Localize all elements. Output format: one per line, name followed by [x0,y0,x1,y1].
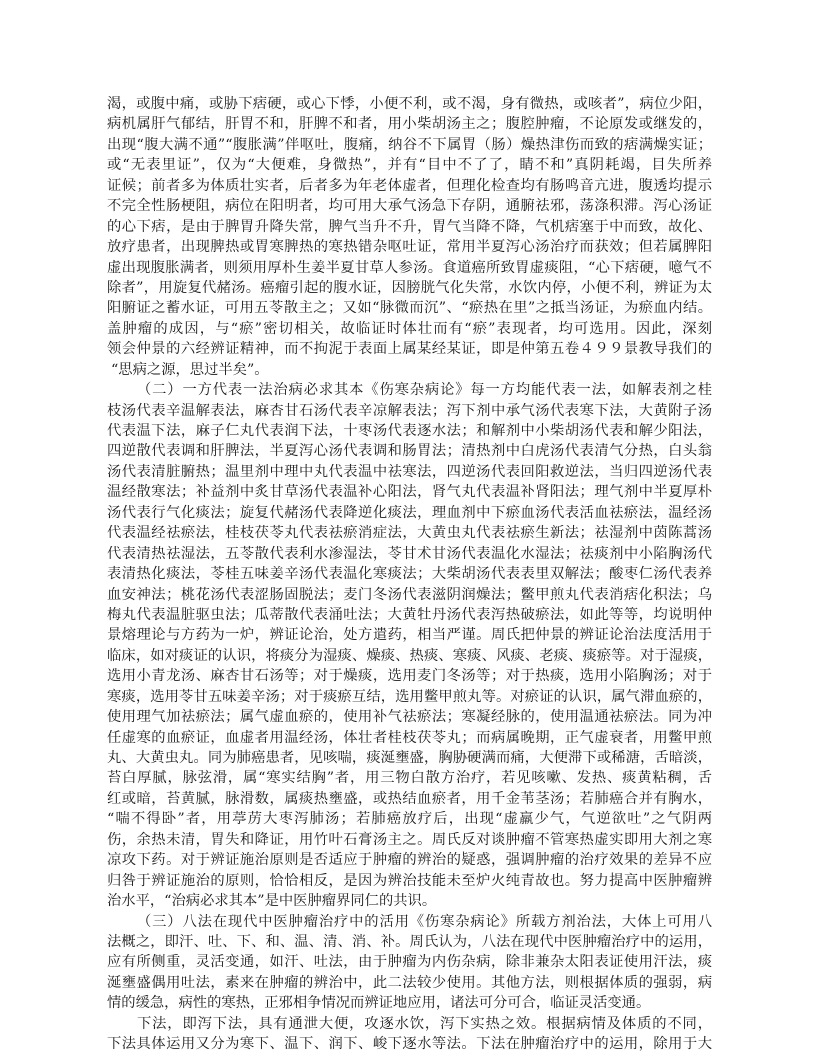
text-line: 证候；前者多为体质壮实者，后者多为年老体虚者，但理化检查均有肠鸣音亢进，腹透均提示 [107,177,712,194]
text-line: 温经散寒法；补益剂中炙甘草汤代表温补心阳法，肾气丸代表温补肾阳法；理气剂中半夏厚朴 [107,484,712,501]
text-line: 代表温经祛瘀法，桂枝茯苓丸代表祛瘀消症法，大黄虫丸代表祛瘀生新法；祛湿剂中茵陈蒿汤 [107,525,712,542]
text-line: 红或暗，苔黄腻，脉滑数，属痰热壅盛，或热结血瘀者，用千金苇茎汤；若肺癌合并有胸水， [107,790,712,807]
text-line: 临床，如对痰证的认识，将痰分为湿痰、燥痰、热痰、寒痰、风痰、老痰、痰瘀等。对于湿痰， [107,647,712,664]
text-line: 代表清热祛湿法，五苓散代表利水渗湿法，苓甘术甘汤代表温化水湿法；祛痰剂中小陷胸汤代 [107,545,712,562]
paragraph-end-line: 治水平，“治病必求其本”是中医肿瘤界同仁的共识。 [107,893,437,910]
text-line: 选用小青龙汤、麻杏甘石汤等；对于燥痰，选用麦门冬汤等；对于热痰，选用小陷胸汤；对于 [107,668,712,685]
text-line: 或“无表里证”，仅为“大便难，身微热”，并有“目中不了了，睛不和”真阴耗竭，目失所养 [107,157,712,174]
text-line: 的心下痞，是由于脾胃升降失常，脾气当升不升，胃气当降不降，气机痞塞于中而致，故化、 [107,218,712,235]
text-line: 归咎于辨证施治的原则，恰恰相反，是因为辨治技能未至炉火纯青故也。努力提高中医肿瘤辨 [107,872,712,889]
text-line: 寒痰，选用苓甘五味姜辛汤；对于痰瘀互结，选用鳖甲煎丸等。对瘀证的认识，属气滞血瘀的， [107,688,712,705]
text-line: 应有所侧重，灵活变通，如汗、吐法，由于肿瘤为内伤杂病，除非兼杂太阳表证使用汗法，痰 [107,954,712,971]
text-line: 病机属肝气郁结，肝胃不和，肝脾不和者，用小柴胡汤主之；腹腔肿瘤，不论原发或继发的， [107,116,712,133]
text-line: 法概之，即汗、吐、下、和、温、清、消、补。周氏认为，八法在现代中医肿瘤治疗中的运用， [107,933,712,950]
text-line: 景熔理论与方药为一炉，辨证论治，处方遣药，相当严谨。周氏把仲景的辨证论治法度活用于 [107,627,712,644]
text-line: 除者”，用旋复代赭汤。癌瘤引起的腹水证，因膀胱气化失常，水饮内停，小便不利，辨证为太 [107,279,712,296]
section-heading-line: （三）八法在现代中医肿瘤治疗中的活用《伤寒杂病论》所载方剂治法，大体上可用八 [137,913,712,930]
document-page [107,94,712,1055]
text-line: 苔白厚腻，脉弦滑，属“寒实结胸”者，用三物白散方治疗，若见咳嗽、发热、痰黄粘稠，舌 [107,770,712,787]
text-line: 伤，余热未清，胃失和降证，用竹叶石膏汤主之。周氏反对谈肿瘤不管寒热虚实即用大剂之寒 [107,831,712,848]
text-line: 使用理气加祛瘀法；属气虚血瘀的，使用补气祛瘀法；寒凝经脉的，使用温通祛瘀法。同为冲 [107,709,712,726]
text-line: 任虚寒的血瘀证，血虚者用温经汤，体壮者桂枝茯苓丸；而病属晚期，正气虚衰者，用鳖甲煎 [107,729,712,746]
paragraph-end-line: “思病之源，思过半矣”。 [111,361,269,378]
text-line: 阳腑证之蓄水证，可用五苓散主之；又如“脉微而沉”、“瘀热在里”之抵当汤证，为瘀血内结。 [107,300,712,317]
text-line: 渴，或腹中痛，或胁下痞硬，或心下悸，小便不利，或不渴，身有微热，或咳者”，病位少阳， [107,96,712,112]
section-heading-line: （二）一方代表一法治病必求其本《伤寒杂病论》每一方均能代表一法，如解表剂之桂 [137,382,712,399]
text-line: 梅丸代表温脏驱虫法；瓜蒂散代表涌吐法；大黄牡丹汤代表泻热破瘀法，如此等等，均说明仲 [107,606,712,623]
text-line: 枝汤代表辛温解表法，麻杏甘石汤代表辛凉解表法；泻下剂中承气汤代表寒下法，大黄附子汤 [107,402,712,419]
paragraph-start-line: 下法，即泻下法，具有通泄大便，攻逐水饮，泻下实热之效。根据病情及体质的不同， [137,1015,712,1032]
text-line: 丸、大黄虫丸。同为肺癌患者，见咳喘，痰涎壅盛，胸胁硬满而痛，大便滞下或稀溏，舌暗淡， [107,750,712,766]
text-line: 虚出现腹胀满者，则须用厚朴生姜半夏甘草人参汤。食道癌所致胃虚痰阻，“心下痞硬，噫气不 [107,259,712,276]
text-line: “喘不得卧”者，用葶苈大枣泻肺汤；若肺癌放疗后，出现“虚羸少气，气逆欲吐”之气阴两 [107,811,712,828]
text-line: 下法具体运用又分为寒下、温下、润下、峻下逐水等法。下法在肿瘤治疗中的运用，除用于大 [107,1036,712,1053]
text-line: 血安神法；桃花汤代表涩肠固脱法；麦门冬汤代表滋阴润燥法；鳖甲煎丸代表消痞化积法；乌 [107,586,712,603]
text-line: 四逆散代表调和肝脾法，半夏泻心汤代表调和肠胃法；清热剂中白虎汤代表清气分热，白头翁 [107,443,712,460]
text-line: 汤代表行气化痰法；旋复代赭汤代表降逆化痰法，理血剂中下瘀血汤代表活血祛瘀法，温经汤 [107,504,712,521]
text-line: 出现“腹大满不通”“腹胀满”伴呕吐，腹痛，纳谷不下属胃（肠）燥热津伤而致的痞满燥实证； [107,136,712,153]
text-line: 涎壅盛偶用吐法，素来在肿瘤的辨治中，此二法较少使用。其他方法，则根据体质的强弱，病 [107,974,712,991]
text-line: 代表温下法，麻子仁丸代表润下法，十枣汤代表逐水法；和解剂中小柴胡汤代表和解少阳法， [107,423,712,439]
text-line: 表清热化痰法，苓桂五味姜辛汤代表温化寒痰法；大柴胡汤代表表里双解法；酸枣仁汤代表养 [107,566,712,583]
text-line: 盖肿瘤的成因，与“瘀”密切相关，故临证时体壮而有“瘀”表现者，均可选用。因此，深刻 [107,320,712,337]
text-line: 汤代表清脏腑热；温里剂中理中丸代表温中祛寒法，四逆汤代表回阳救逆法，当归四逆汤代表 [107,463,712,480]
text-line: 放疗患者，出现脾热或胃寒脾热的寒热错杂呕吐证，常用半夏泻心汤治疗而获效；但若属脾阳 [107,239,712,256]
paragraph-end-line: 情的缓急，病性的寒热，正邪相争情况而辨证地应用，诸法可分可合，临证灵活变通。 [107,995,651,1012]
text-line: 不完全性肠梗阻，病位在阳明者，均可用大承气汤急下存阴，通腑祛邪，荡涤积滞。泻心汤证 [107,198,712,215]
text-line: 凉攻下药。对于辨证施治原则是否适应于肿瘤的辨治的疑惑，强调肿瘤的治疗效果的差异不应 [107,852,712,869]
text-line: 领会仲景的六经辨证精神，而不拘泥于表面上属某经某证，即是仲第五卷４９９景教导我们的 [107,341,712,358]
